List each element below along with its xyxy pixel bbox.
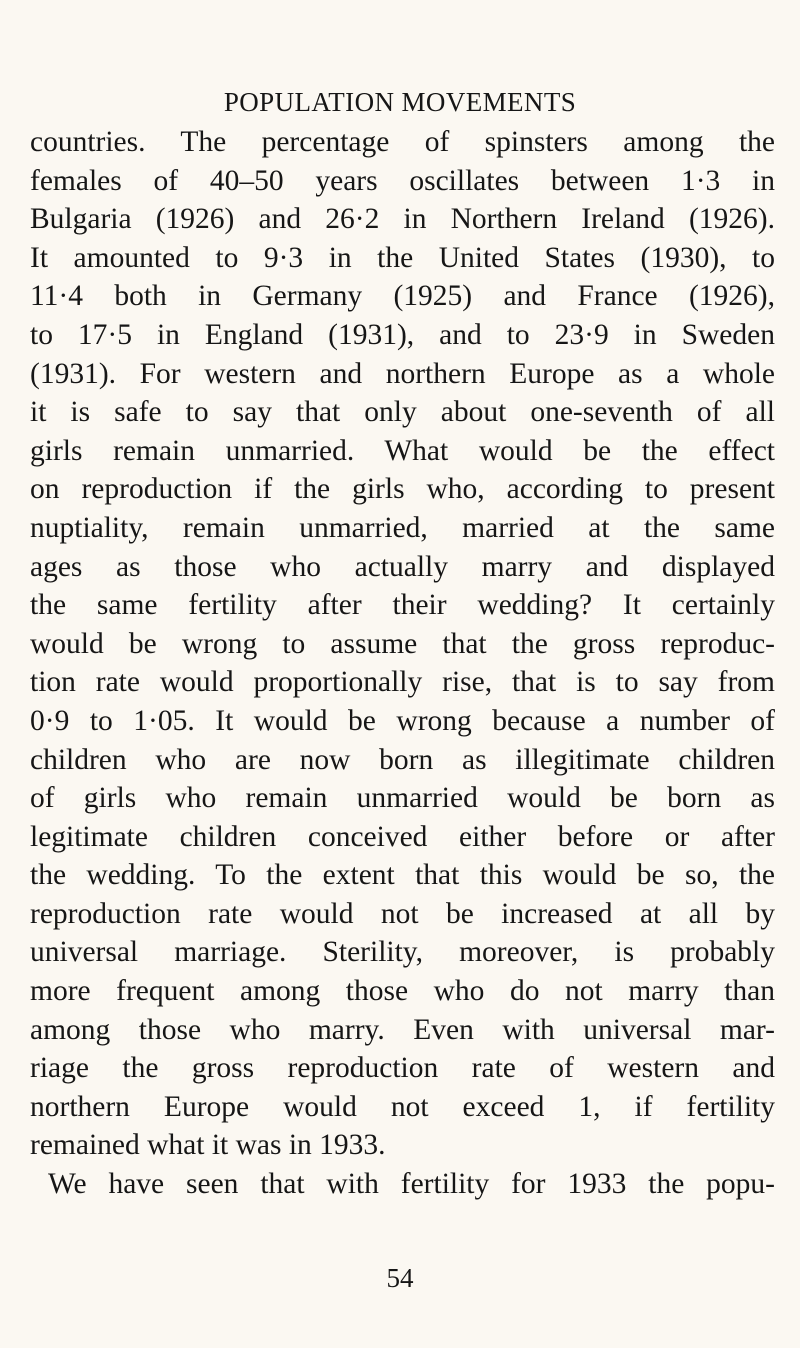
text-line: (1931). For western and northern Europe as a whole: [30, 357, 775, 390]
text-line: the wedding. To the extent that this would be so, the: [30, 859, 775, 892]
page-number: 54: [386, 1263, 414, 1293]
text-line: females of 40–50 years oscillates between 1·3 in: [30, 164, 775, 197]
text-line: northern Europe would not exceed 1, if fertility: [30, 1090, 775, 1123]
text-line: countries. The percentage of spinsters among the: [30, 126, 775, 158]
text-line: children who are now born as illegitimate children: [30, 743, 775, 776]
text-line: Bulgaria (1926) and 26·2 in Northern Ireland (1926).: [30, 203, 775, 236]
text-line: would be wrong to assume that the gross reproduc-: [30, 627, 775, 660]
text-line: ages as those who actually marry and displayed: [30, 550, 775, 583]
text-line: It amounted to 9·3 in the United States (1930), to: [30, 241, 775, 274]
paragraph-2: [30, 1165, 775, 1204]
text-line: 11·4 both in Germany (1925) and France (1926),: [30, 280, 775, 313]
text-line: remained what it was in 1933.: [30, 1129, 386, 1162]
text-line: to 17·5 in England (1931), and to 23·9 in Sweden: [30, 318, 775, 351]
text-line: on reproduction if the girls who, according to present: [30, 473, 775, 506]
text-line: 0·9 to 1·05. It would be wrong because a number of: [30, 704, 775, 737]
text-line: nuptiality, remain unmarried, married at the same: [30, 511, 775, 544]
text-line: girls remain unmarried. What would be the effect: [30, 434, 775, 467]
text-line: more frequent among those who do not marry than: [30, 975, 775, 1008]
paragraph-1: [30, 123, 775, 1165]
text-line: tion rate would proportionally rise, that is to say from: [30, 666, 775, 699]
body-text: [30, 123, 775, 1204]
text-line: of girls who remain unmarried would be born as: [30, 782, 775, 815]
text-line: among those who marry. Even with universal mar-: [30, 1013, 775, 1046]
text-line: universal marriage. Sterility, moreover, is probably: [30, 936, 775, 969]
text-line: reproduction rate would not be increased at all by: [30, 897, 775, 930]
text-line: the same fertility after their wedding? It certainly: [30, 589, 775, 622]
text-line: We have seen that with fertility for 1933 the popu-: [48, 1168, 775, 1201]
text-line: it is safe to say that only about one-seventh of all: [30, 396, 775, 429]
text-line: legitimate children conceived either before or after: [30, 820, 775, 853]
running-head: POPULATION MOVEMENTS: [223, 87, 577, 117]
text-line: riage the gross reproduction rate of western and: [30, 1052, 775, 1085]
